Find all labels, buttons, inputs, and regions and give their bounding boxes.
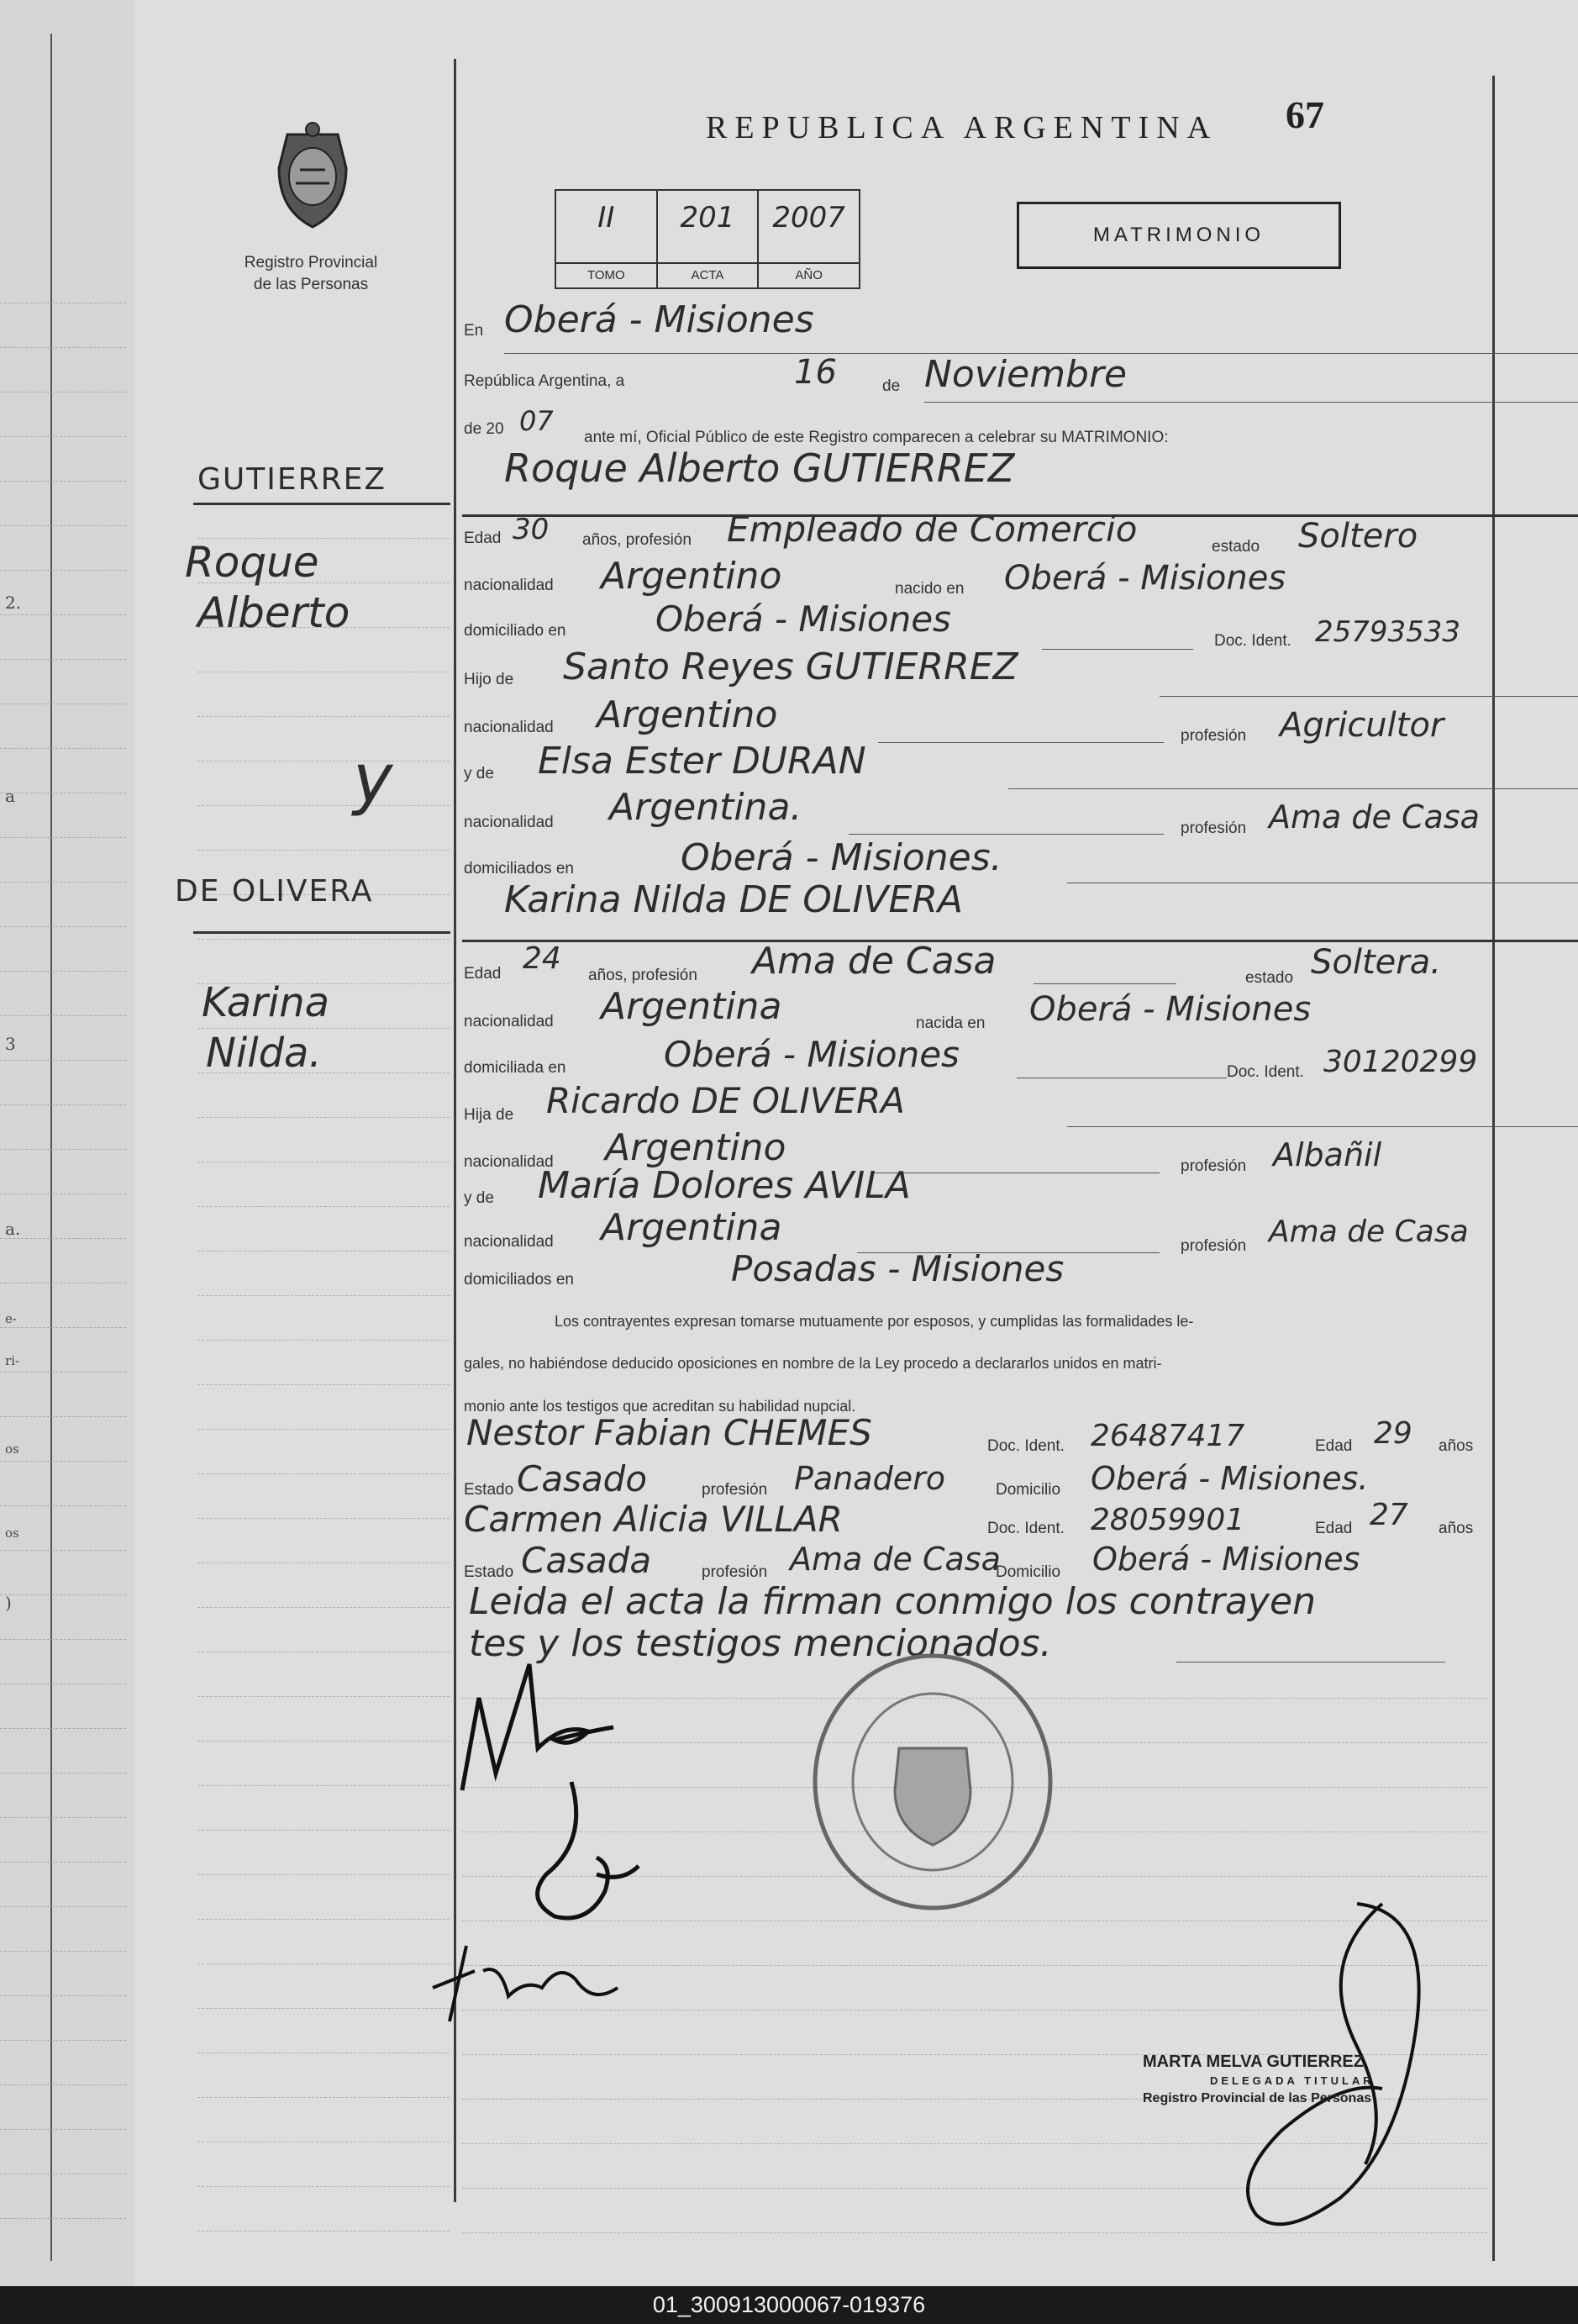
groom-doc-id: 25793533 (1315, 615, 1461, 649)
ruled-line (0, 2084, 126, 2085)
ruled-line (0, 1862, 126, 1863)
label-nacionalidad: nacionalidad (464, 1233, 554, 1251)
official-office: Registro Provincial de las Personas (1143, 2091, 1372, 2105)
declaration-line: gales, no habiéndose deducido oposiciones en nombre de la Ley procedo a declararlos unidos en matri- (464, 1355, 1162, 1372)
bride-mother-name: María Dolores AVILA (538, 1164, 911, 1207)
ruled-line (0, 1238, 126, 1239)
ruled-line (197, 2186, 450, 2187)
ruled-line (0, 1906, 126, 1907)
previous-page-fragment: os (5, 1441, 19, 1457)
bride-father-nationality: Argentino (605, 1126, 786, 1169)
section-rule (462, 940, 1578, 942)
margin-groom-name-line: Alberto (197, 588, 350, 637)
witness-profession: Ama de Casa (790, 1541, 1001, 1578)
groom-nationality: Argentino (601, 555, 782, 598)
declaration-line: Los contrayentes expresan tomarse mutuamente por esposos, y cumplidas las formalidades le- (555, 1313, 1194, 1330)
underline (1034, 983, 1176, 984)
ruled-line (0, 1372, 126, 1373)
ruled-line (0, 926, 126, 927)
label-estado: Estado (464, 1481, 514, 1499)
ruled-line (197, 1518, 450, 1519)
label-domiciliado-en: domiciliado en (464, 622, 566, 640)
registry-label-line: de las Personas (253, 276, 369, 293)
groom-civil-status: Soltero (1298, 517, 1418, 556)
ruled-line (197, 2008, 450, 2009)
groom-mother-nationality: Argentina. (609, 786, 802, 829)
registry-stamp-icon (807, 1647, 1059, 1916)
label-nacido-en: nacido en (895, 580, 965, 598)
ruled-line (197, 1919, 450, 1920)
ruled-line (197, 1384, 450, 1385)
label-nacionalidad: nacionalidad (464, 1013, 554, 1030)
label-profesion: profesión (1181, 1157, 1247, 1175)
ruled-line (197, 2231, 450, 2232)
margin-bride-surname: DE OLIVERA (175, 874, 374, 909)
ruled-line (197, 1785, 450, 1786)
previous-page-fragment: e- (5, 1311, 17, 1326)
label-profesion: profesión (1181, 819, 1247, 837)
witness-domicile: Oberá - Misiones (1092, 1541, 1360, 1578)
label-profesion: profesión (702, 1563, 768, 1581)
label-profesion: profesión (1181, 727, 1247, 745)
witness-age: 29 (1374, 1416, 1412, 1451)
previous-page-fragment: ) (5, 1593, 12, 1613)
margin-rule-h (193, 931, 450, 934)
previous-page-rule (50, 34, 52, 2261)
ruled-line (0, 1505, 126, 1506)
anio-cell (759, 191, 859, 287)
label-domiciliada-en: domiciliada en (464, 1059, 566, 1077)
ruled-line (197, 1206, 450, 1207)
ruled-line (0, 436, 126, 437)
ruled-line (0, 1416, 126, 1417)
witness-domicile: Oberá - Misiones. (1091, 1460, 1369, 1497)
margin-bride-name-line: Karina (202, 979, 330, 1026)
ruled-line (0, 1060, 126, 1061)
label-profesion: profesión (702, 1481, 768, 1499)
ruled-line (0, 1550, 126, 1551)
label-hija-de: Hija de (464, 1106, 514, 1124)
bride-parents-domicile: Posadas - Misiones (731, 1248, 1065, 1289)
previous-page-fragment: a. (5, 1219, 21, 1239)
acta-value: 201 (680, 201, 735, 235)
label-nacionalidad: nacionalidad (464, 577, 554, 594)
label-domiciliados-en: domiciliados en (464, 1271, 574, 1288)
label-domicilio: Domicilio (996, 1481, 1061, 1499)
label-anos-profesion: años, profesión (588, 967, 697, 984)
ruled-line (197, 939, 450, 940)
ruled-line (197, 1874, 450, 1875)
header-title: REPUBLICA ARGENTINA (706, 110, 1218, 145)
ruled-line (197, 1295, 450, 1296)
ruled-line (0, 837, 126, 838)
ruled-line (0, 1327, 126, 1328)
underline (1160, 696, 1578, 697)
bride-father-profession: Albañil (1273, 1136, 1382, 1173)
label-doc-ident: Doc. Ident. (987, 1437, 1065, 1455)
ruled-line (0, 1104, 126, 1105)
ruled-line (0, 1951, 126, 1952)
bride-doc-id: 30120299 (1323, 1045, 1478, 1079)
underline (1067, 1126, 1578, 1127)
civil-registry-page (134, 0, 1578, 2286)
acta-label: ACTA (658, 262, 758, 287)
label-edad: Edad (1315, 1520, 1353, 1537)
bride-birthplace: Oberá - Misiones (1029, 990, 1312, 1029)
month-value: Noviembre (924, 353, 1128, 396)
label-profesion: profesión (1181, 1237, 1247, 1255)
ruled-line (0, 614, 126, 615)
previous-page-fragment: a (5, 786, 15, 806)
tomo-label: TOMO (556, 262, 656, 287)
right-rule (1492, 76, 1495, 2261)
label-edad: Edad (1315, 1437, 1353, 1455)
ruled-line (197, 1340, 450, 1341)
ruled-line (197, 805, 450, 806)
bride-mother-nationality: Argentina (601, 1206, 782, 1249)
margin-groom-name-line: Roque (185, 538, 319, 587)
ruled-line (197, 1429, 450, 1430)
ruled-line (0, 525, 126, 526)
ruled-line (0, 971, 126, 972)
underline (1176, 1662, 1445, 1663)
witness-name: Nestor Fabian CHEMES (466, 1412, 872, 1453)
label-doc-ident: Doc. Ident. (987, 1520, 1065, 1537)
label-anos: años (1439, 1437, 1474, 1455)
ruled-line (0, 1995, 126, 1996)
label-domicilio: Domicilio (996, 1563, 1061, 1581)
act-type-box: MATRIMONIO (1017, 202, 1341, 269)
acta-cell (658, 191, 760, 287)
witness-status: Casada (521, 1540, 652, 1581)
label-y-de: y de (464, 1189, 494, 1207)
registry-label (218, 252, 403, 296)
groom-full-name: Roque Alberto GUTIERREZ (504, 445, 1015, 491)
groom-parents-domicile: Oberá - Misiones. (681, 836, 1002, 879)
previous-page-fragment: ri- (5, 1353, 20, 1368)
label-anos-profesion: años, profesión (582, 531, 692, 549)
previous-page-fragment: 2. (5, 593, 22, 613)
ruled-line (0, 392, 126, 393)
ruled-line (0, 570, 126, 571)
declaration-line: monio ante los testigos que acreditan su habilidad nupcial. (464, 1398, 856, 1415)
label-comparecen: ante mí, Oficial Público de este Registro comparecen a celebrar su MATRIMONIO: (584, 429, 1169, 446)
groom-mother-profession: Ama de Casa (1269, 798, 1480, 835)
page-number: 67 (1286, 93, 1324, 136)
label-nacionalidad: nacionalidad (464, 1153, 554, 1171)
ruled-line (0, 2129, 126, 2130)
label-republica: República Argentina, a (464, 372, 625, 390)
bride-signature-icon (521, 1773, 655, 1933)
underline (1042, 649, 1193, 650)
ruled-line (197, 1696, 450, 1697)
label-domiciliados-en: domiciliados en (464, 860, 574, 877)
witness-doc-id: 28059901 (1091, 1503, 1245, 1537)
ruled-line (197, 1117, 450, 1118)
ruled-line (0, 1149, 126, 1150)
groom-age: 30 (513, 513, 550, 546)
groom-father-name: Santo Reyes GUTIERREZ (563, 646, 1018, 688)
label-estado: Estado (464, 1563, 514, 1581)
ruled-line (197, 1607, 450, 1608)
place-value: Oberá - Misiones (504, 298, 814, 341)
year-suffix-value: 07 (519, 405, 554, 437)
closing-line: tes y los testigos mencionados. (469, 1622, 1052, 1665)
label-estado: estado (1245, 969, 1294, 987)
ruled-line (197, 1741, 450, 1742)
witness-signature-icon (424, 1929, 634, 2030)
image-id-footer: 01_300913000067-019376 (652, 2292, 926, 2317)
underline (924, 402, 1578, 403)
bride-age: 24 (523, 941, 561, 976)
groom-domicile: Oberá - Misiones (655, 598, 951, 640)
ruled-line (0, 882, 126, 883)
ruled-line (0, 481, 126, 482)
tomo-value: II (597, 201, 615, 235)
groom-birthplace: Oberá - Misiones (1004, 559, 1286, 598)
previous-page-fragment: os (5, 1526, 19, 1541)
label-en: En (464, 322, 484, 340)
ruled-line (0, 1728, 126, 1729)
bride-domicile: Oberá - Misiones (664, 1034, 960, 1075)
groom-profession: Empleado de Comercio (727, 509, 1138, 550)
ruled-line (197, 716, 450, 717)
ruled-line (197, 850, 450, 851)
official-name: MARTA MELVA GUTIERREZ (1143, 2053, 1364, 2071)
ruled-line (0, 2040, 126, 2041)
underline (1008, 788, 1578, 789)
ruled-line (197, 1473, 450, 1474)
bride-civil-status: Soltera. (1311, 943, 1441, 982)
label-de20: de 20 (464, 420, 504, 438)
ruled-line (0, 1461, 126, 1462)
margin-groom-surname: GUTIERREZ (197, 462, 387, 497)
label-nacionalidad: nacionalidad (464, 814, 554, 831)
ruled-line (0, 748, 126, 749)
closing-line: Leida el acta la firman conmigo los contrayen (469, 1580, 1316, 1623)
ruled-line (0, 1639, 126, 1640)
bride-full-name: Karina Nilda DE OLIVERA (504, 878, 964, 921)
witness-status: Casado (517, 1458, 648, 1499)
label-edad: Edad (464, 965, 502, 983)
witness-age: 27 (1370, 1498, 1408, 1532)
witness-doc-id: 26487417 (1091, 1419, 1245, 1453)
tomo-cell (556, 191, 658, 287)
label-de: de (882, 377, 901, 395)
groom-mother-name: Elsa Ester DURAN (538, 740, 866, 783)
label-edad: Edad (464, 530, 502, 547)
ruled-line (0, 1015, 126, 1016)
label-doc-ident: Doc. Ident. (1214, 632, 1291, 650)
previous-page-edge (0, 0, 134, 2286)
ruled-line (0, 347, 126, 348)
volume-act-year-box (555, 189, 860, 289)
anio-label: AÑO (759, 262, 859, 287)
groom-father-profession: Agricultor (1280, 706, 1444, 745)
ruled-line (0, 2218, 126, 2219)
bride-mother-profession: Ama de Casa (1269, 1215, 1469, 1249)
label-nacida-en: nacida en (916, 1014, 986, 1032)
label-nacionalidad: nacionalidad (464, 719, 554, 736)
previous-page-fragment: 3 (5, 1034, 16, 1054)
margin-bride-name-line: Nilda. (206, 1030, 322, 1077)
witness-profession: Panadero (794, 1460, 945, 1497)
anio-value: 2007 (772, 201, 845, 235)
ruled-line (197, 2097, 450, 2098)
label-anos: años (1439, 1520, 1474, 1537)
label-y-de: y de (464, 765, 494, 783)
ruled-line (197, 1251, 450, 1252)
official-title: DELEGADA TITULAR (1210, 2074, 1375, 2087)
underline (849, 834, 1164, 835)
witness-name: Carmen Alicia VILLAR (464, 1499, 843, 1540)
bride-profession: Ama de Casa (752, 940, 997, 983)
provincial-seal-icon (262, 118, 363, 235)
ruled-line (197, 1963, 450, 1964)
groom-father-nationality: Argentino (597, 693, 778, 736)
ruled-line (0, 1594, 126, 1595)
ruled-line (0, 1817, 126, 1818)
ruled-line (197, 1028, 450, 1029)
bride-nationality: Argentina (601, 985, 782, 1028)
ruled-line (0, 659, 126, 660)
margin-rule (454, 59, 456, 2202)
day-value: 16 (794, 353, 837, 392)
registry-label-line: Registro Provincial (244, 254, 378, 271)
ruled-line (197, 1830, 450, 1831)
label-doc-ident: Doc. Ident. (1227, 1063, 1304, 1081)
underline (878, 742, 1164, 743)
label-estado: estado (1212, 538, 1260, 556)
margin-rule-h (193, 503, 450, 505)
label-hijo-de: Hijo de (464, 671, 514, 688)
margin-conjunction: y (353, 740, 393, 818)
bride-father-name: Ricardo DE OLIVERA (546, 1080, 905, 1121)
